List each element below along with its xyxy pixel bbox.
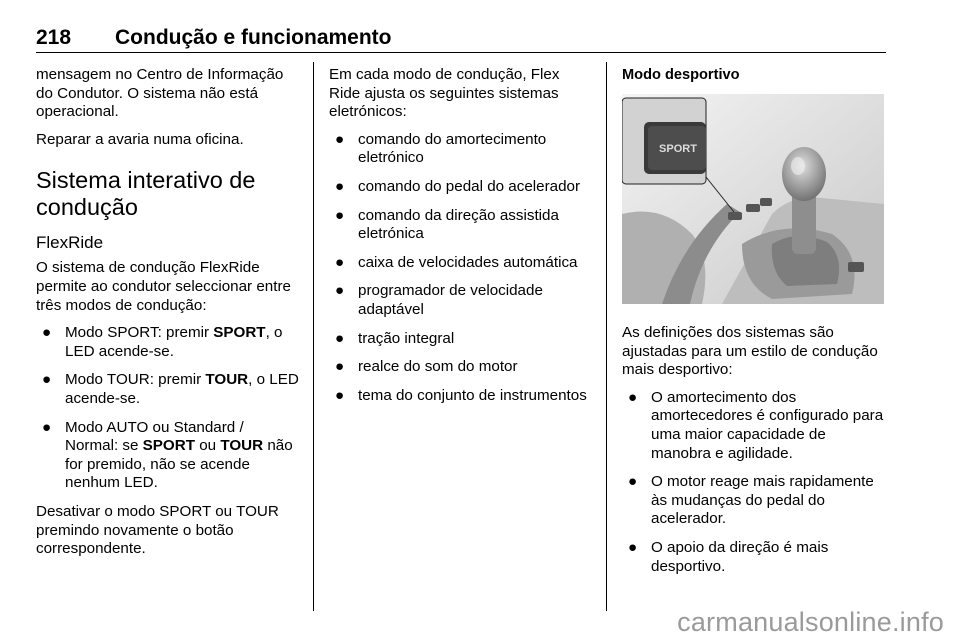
mode-list: [36, 324, 300, 493]
paragraph: O sistema de condução FlexRide permite ao condutor seleccionar entre três modos de condução:: [36, 259, 291, 314]
sport-key-label: SPORT: [659, 143, 697, 155]
bullet-icon: ●: [335, 282, 345, 300]
effects-list: [622, 389, 888, 576]
list-item: ● tração integral: [335, 329, 455, 347]
bullet-icon: ●: [628, 473, 638, 491]
column-middle: [329, 66, 593, 415]
button-label: TOUR: [220, 437, 264, 455]
list-item: ● programador de velocidade adaptável: [335, 282, 543, 318]
list-item: ● caixa de velocidades automática: [335, 253, 578, 271]
watermark: carmanualsonline.info: [677, 607, 944, 637]
list-item: ● O motor reage mais rapidamente às mudanças do pedal do acelerador.: [628, 473, 874, 528]
sport-button-illustration: [622, 94, 884, 304]
systems-list: [329, 131, 593, 406]
section-heading: Sistema interativo de condução: [36, 167, 256, 221]
button-label: SPORT: [213, 324, 266, 342]
column-right: [622, 66, 888, 586]
paragraph: Em cada modo de condução, Flex Ride ajusta os seguintes sistemas eletrónicos:: [329, 66, 560, 121]
subsection-heading: FlexRide: [36, 233, 104, 253]
bullet-icon: ●: [628, 538, 638, 556]
list-item: ● O amortecimento dos amortecedores é configurado para uma maior capacidade de manobra e agilidade.: [628, 388, 884, 462]
button-label: SPORT: [142, 437, 195, 455]
bullet-icon: ●: [335, 358, 345, 376]
list-item: ● realce do som do motor: [335, 358, 518, 376]
paragraph: As definições dos sistemas são ajustadas para um estilo de condução mais desportivo:: [622, 324, 878, 379]
list-item: ● comando do pedal do acelerador: [335, 177, 581, 195]
page-header: [36, 26, 886, 53]
column-left: [36, 66, 300, 568]
page-number: 218: [36, 26, 72, 49]
bullet-icon: ●: [42, 371, 52, 389]
column-divider: [606, 62, 607, 611]
bullet-icon: ●: [335, 130, 345, 148]
list-item: ● tema do conjunto de instrumentos: [335, 386, 587, 404]
bullet-icon: ●: [335, 206, 345, 224]
list-item: ● O apoio da direção é mais desportivo.: [628, 538, 829, 575]
list-item: ● comando da direção assistida eletrónica: [335, 206, 559, 243]
button-label: TOUR: [205, 371, 249, 389]
column-divider: [313, 62, 314, 611]
bullet-icon: ●: [628, 388, 638, 406]
paragraph: Desativar o modo SPORT ou TOUR premindo novamente o botão correspondente.: [36, 502, 279, 558]
paragraph: Reparar a avaria numa oficina.: [36, 130, 244, 148]
bullet-icon: ●: [335, 329, 345, 347]
list-item: ● Modo SPORT: premir SPORT, o LED acende-se.: [42, 324, 283, 360]
chapter-title: Condução e funcionamento: [115, 26, 392, 49]
subsection-heading: Modo desportivo: [622, 67, 740, 83]
bullet-icon: ●: [335, 177, 345, 195]
bullet-icon: ●: [42, 418, 52, 436]
paragraph: mensagem no Centro de Informação do Condutor. O sistema não está operacional.: [36, 66, 284, 121]
bullet-icon: ●: [335, 386, 345, 404]
list-item: ● comando do amortecimento eletrónico: [335, 130, 547, 167]
bullet-icon: ●: [42, 324, 52, 342]
list-item: ● Modo TOUR: premir TOUR, o LED acende-se.: [42, 371, 299, 407]
list-item: ● Modo AUTO ou Standard / Normal: se SPORT ou TOUR não for premido, não se acende nenhum LED.: [42, 418, 293, 492]
bullet-icon: ●: [335, 253, 345, 271]
